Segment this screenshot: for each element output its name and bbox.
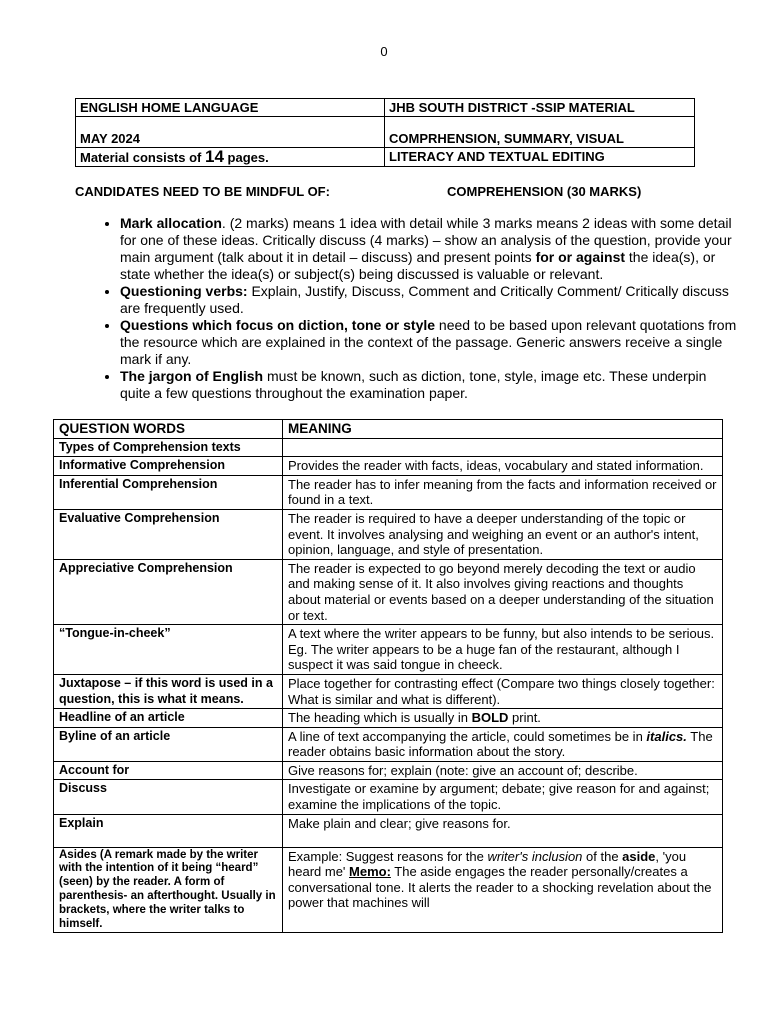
table-row — [54, 509, 723, 559]
term-cell: Headline of an article — [54, 709, 283, 728]
bullet-bold: for or against — [535, 249, 626, 265]
column-header-meaning: MEANING — [283, 420, 723, 439]
bullet-questioning-verbs — [120, 283, 740, 317]
bullet-text: the idea(s), or state whether the idea(s) or subject(s) being discussed is valuable or relevant. — [120, 249, 716, 282]
meaning-text: The aside engages the reader personally/creates a conversational tone. It alerts the reader to a shocking revelation about the power that machines will — [288, 864, 712, 911]
meaning-cell: Place together for contrasting effect (Compare two things closely together: What is similar and what is different). — [283, 674, 723, 708]
mindful-heading — [75, 184, 695, 199]
meaning-cell: Give reasons for; explain (note: give an account of; describe. — [283, 761, 723, 780]
term-cell: Informative Comprehension — [54, 457, 283, 476]
meaning-cell: Make plain and clear; give reasons for. — [283, 814, 723, 847]
term-cell: Inferential Comprehension — [54, 475, 283, 509]
table-row — [54, 727, 723, 761]
memo-label: Memo: — [349, 864, 391, 880]
meaning-cell: Provides the reader with facts, ideas, vocabulary and stated information. — [283, 457, 723, 476]
meaning-cell: A text where the writer appears to be funny, but also intends to be serious. Eg. The writer appears to be a huge fan of the restaurant, although I suspect it was said tongue in cheeck. — [283, 625, 723, 675]
bullet-diction-tone-style — [120, 317, 740, 368]
meaning-cell: The reader is expected to go beyond merely decoding the text or audio and making sense of it. It also involves giving reactions and thoughts about material or events based on a deeper understanding of the situation or text. — [283, 559, 723, 624]
table-row — [54, 457, 723, 476]
meaning-italic: writer's inclusion — [487, 848, 583, 864]
meaning-bold: aside — [622, 848, 656, 864]
page-count-number: 14 — [204, 147, 224, 166]
table-row — [54, 475, 723, 509]
bullet-bold: Mark allocation — [120, 215, 222, 231]
table-row — [54, 847, 723, 933]
meaning-italic: italics. — [646, 728, 687, 744]
term-cell: Evaluative Comprehension — [54, 509, 283, 559]
page-count-prefix: Material consists of — [80, 150, 205, 165]
term-cell: Byline of an article — [54, 727, 283, 761]
meaning-text: A line of text accompanying the article, could sometimes be in — [288, 728, 647, 744]
meaning-cell: The reader is required to have a deeper understanding of the topic or event. It involves analysing and weighing an event or an author's intent, opinion, language, and style of presentation. — [283, 509, 723, 559]
bullet-text: need to be based upon relevant quotations from the resource which are explained in the context of the passage. Generic answers receive a single mark if any. — [120, 317, 737, 367]
header-table — [75, 98, 695, 167]
term-cell: Account for — [54, 761, 283, 780]
mindful-left: CANDIDATES NEED TO BE MINDFUL OF: — [75, 184, 330, 199]
table-row — [54, 674, 723, 708]
meaning-text: Example: Suggest reasons for the — [288, 848, 488, 864]
bullet-mark-allocation — [120, 215, 740, 283]
table-row — [54, 814, 723, 847]
bullet-text: Explain, Justify, Discuss, Comment and Critically Comment/ Critically discuss are frequently used. — [120, 283, 729, 316]
table-row — [54, 709, 723, 728]
meaning-cell — [283, 438, 723, 457]
meaning-text: , 'you heard me' — [288, 848, 687, 880]
table-row — [54, 761, 723, 780]
meaning-text: print. — [508, 710, 541, 726]
header-row-3 — [76, 148, 695, 167]
subject-cell: ENGLISH HOME LANGUAGE — [76, 99, 385, 117]
topic-cell-2: LITERACY AND TEXTUAL EDITING — [385, 148, 695, 167]
question-words-table — [53, 419, 723, 933]
meaning-cell: The reader has to infer meaning from the facts and information received or found in a text. — [283, 475, 723, 509]
table-row — [54, 559, 723, 624]
meaning-text: The reader obtains basic information about the story. — [288, 728, 713, 760]
meaning-cell — [283, 727, 723, 761]
bullet-bold: Questioning verbs: — [120, 283, 248, 299]
term-cell: Asides (A remark made by the writer with the intention of it being “heard” (seen) by the reader. A form of parenthesis- an afterthought. Usually in brackets, where the writer talks to himself. — [54, 847, 283, 933]
meaning-text: The heading which is usually in — [288, 710, 472, 726]
meaning-text: of the — [582, 848, 623, 864]
table-row — [54, 780, 723, 814]
bullet-text: must be known, such as diction, tone, style, image etc. These underpin quite a few questions throughout the examination paper. — [120, 368, 707, 401]
bullet-list — [96, 215, 740, 402]
table-row — [54, 438, 723, 457]
table-row — [54, 625, 723, 675]
term-cell: Discuss — [54, 780, 283, 814]
comprehension-marks: COMPREHENSION (30 MARKS) — [447, 184, 642, 199]
term-cell: “Tongue-in-cheek” — [54, 625, 283, 675]
header-row-2 — [76, 117, 695, 148]
date-cell: MAY 2024 — [76, 117, 385, 148]
page-number: 0 — [380, 44, 388, 59]
term-cell: Types of Comprehension texts — [54, 438, 283, 457]
bullet-bold: The jargon of English — [120, 368, 264, 384]
bullet-bold: Questions which focus on diction, tone or style — [120, 317, 436, 333]
district-cell: JHB SOUTH DISTRICT -SSIP MATERIAL — [385, 99, 695, 117]
meaning-cell — [283, 709, 723, 728]
term-cell: Juxtapose – if this word is used in a question, this is what it means. — [54, 674, 283, 708]
column-header-question-words: QUESTION WORDS — [54, 420, 283, 439]
meaning-bold: BOLD — [471, 710, 509, 726]
bullet-jargon — [120, 368, 740, 402]
bullet-text: . (2 marks) means 1 idea with detail while 3 marks means 2 ideas with some detail for one of these ideas. Critically discuss (4 marks) – show an analysis of the question, provide your main argument (talk about it in detail – discuss) and present points — [120, 215, 732, 265]
page-count-suffix: pages. — [223, 150, 269, 165]
term-cell: Appreciative Comprehension — [54, 559, 283, 624]
page-count-cell — [76, 148, 385, 167]
header-row-1 — [76, 99, 695, 117]
topic-cell: COMPRHENSION, SUMMARY, VISUAL — [385, 117, 695, 148]
meaning-cell: Investigate or examine by argument; debate; give reason for and against; examine the implications of the topic. — [283, 780, 723, 814]
meaning-cell — [283, 847, 723, 933]
term-cell: Explain — [54, 814, 283, 847]
table-header-row — [54, 420, 723, 439]
